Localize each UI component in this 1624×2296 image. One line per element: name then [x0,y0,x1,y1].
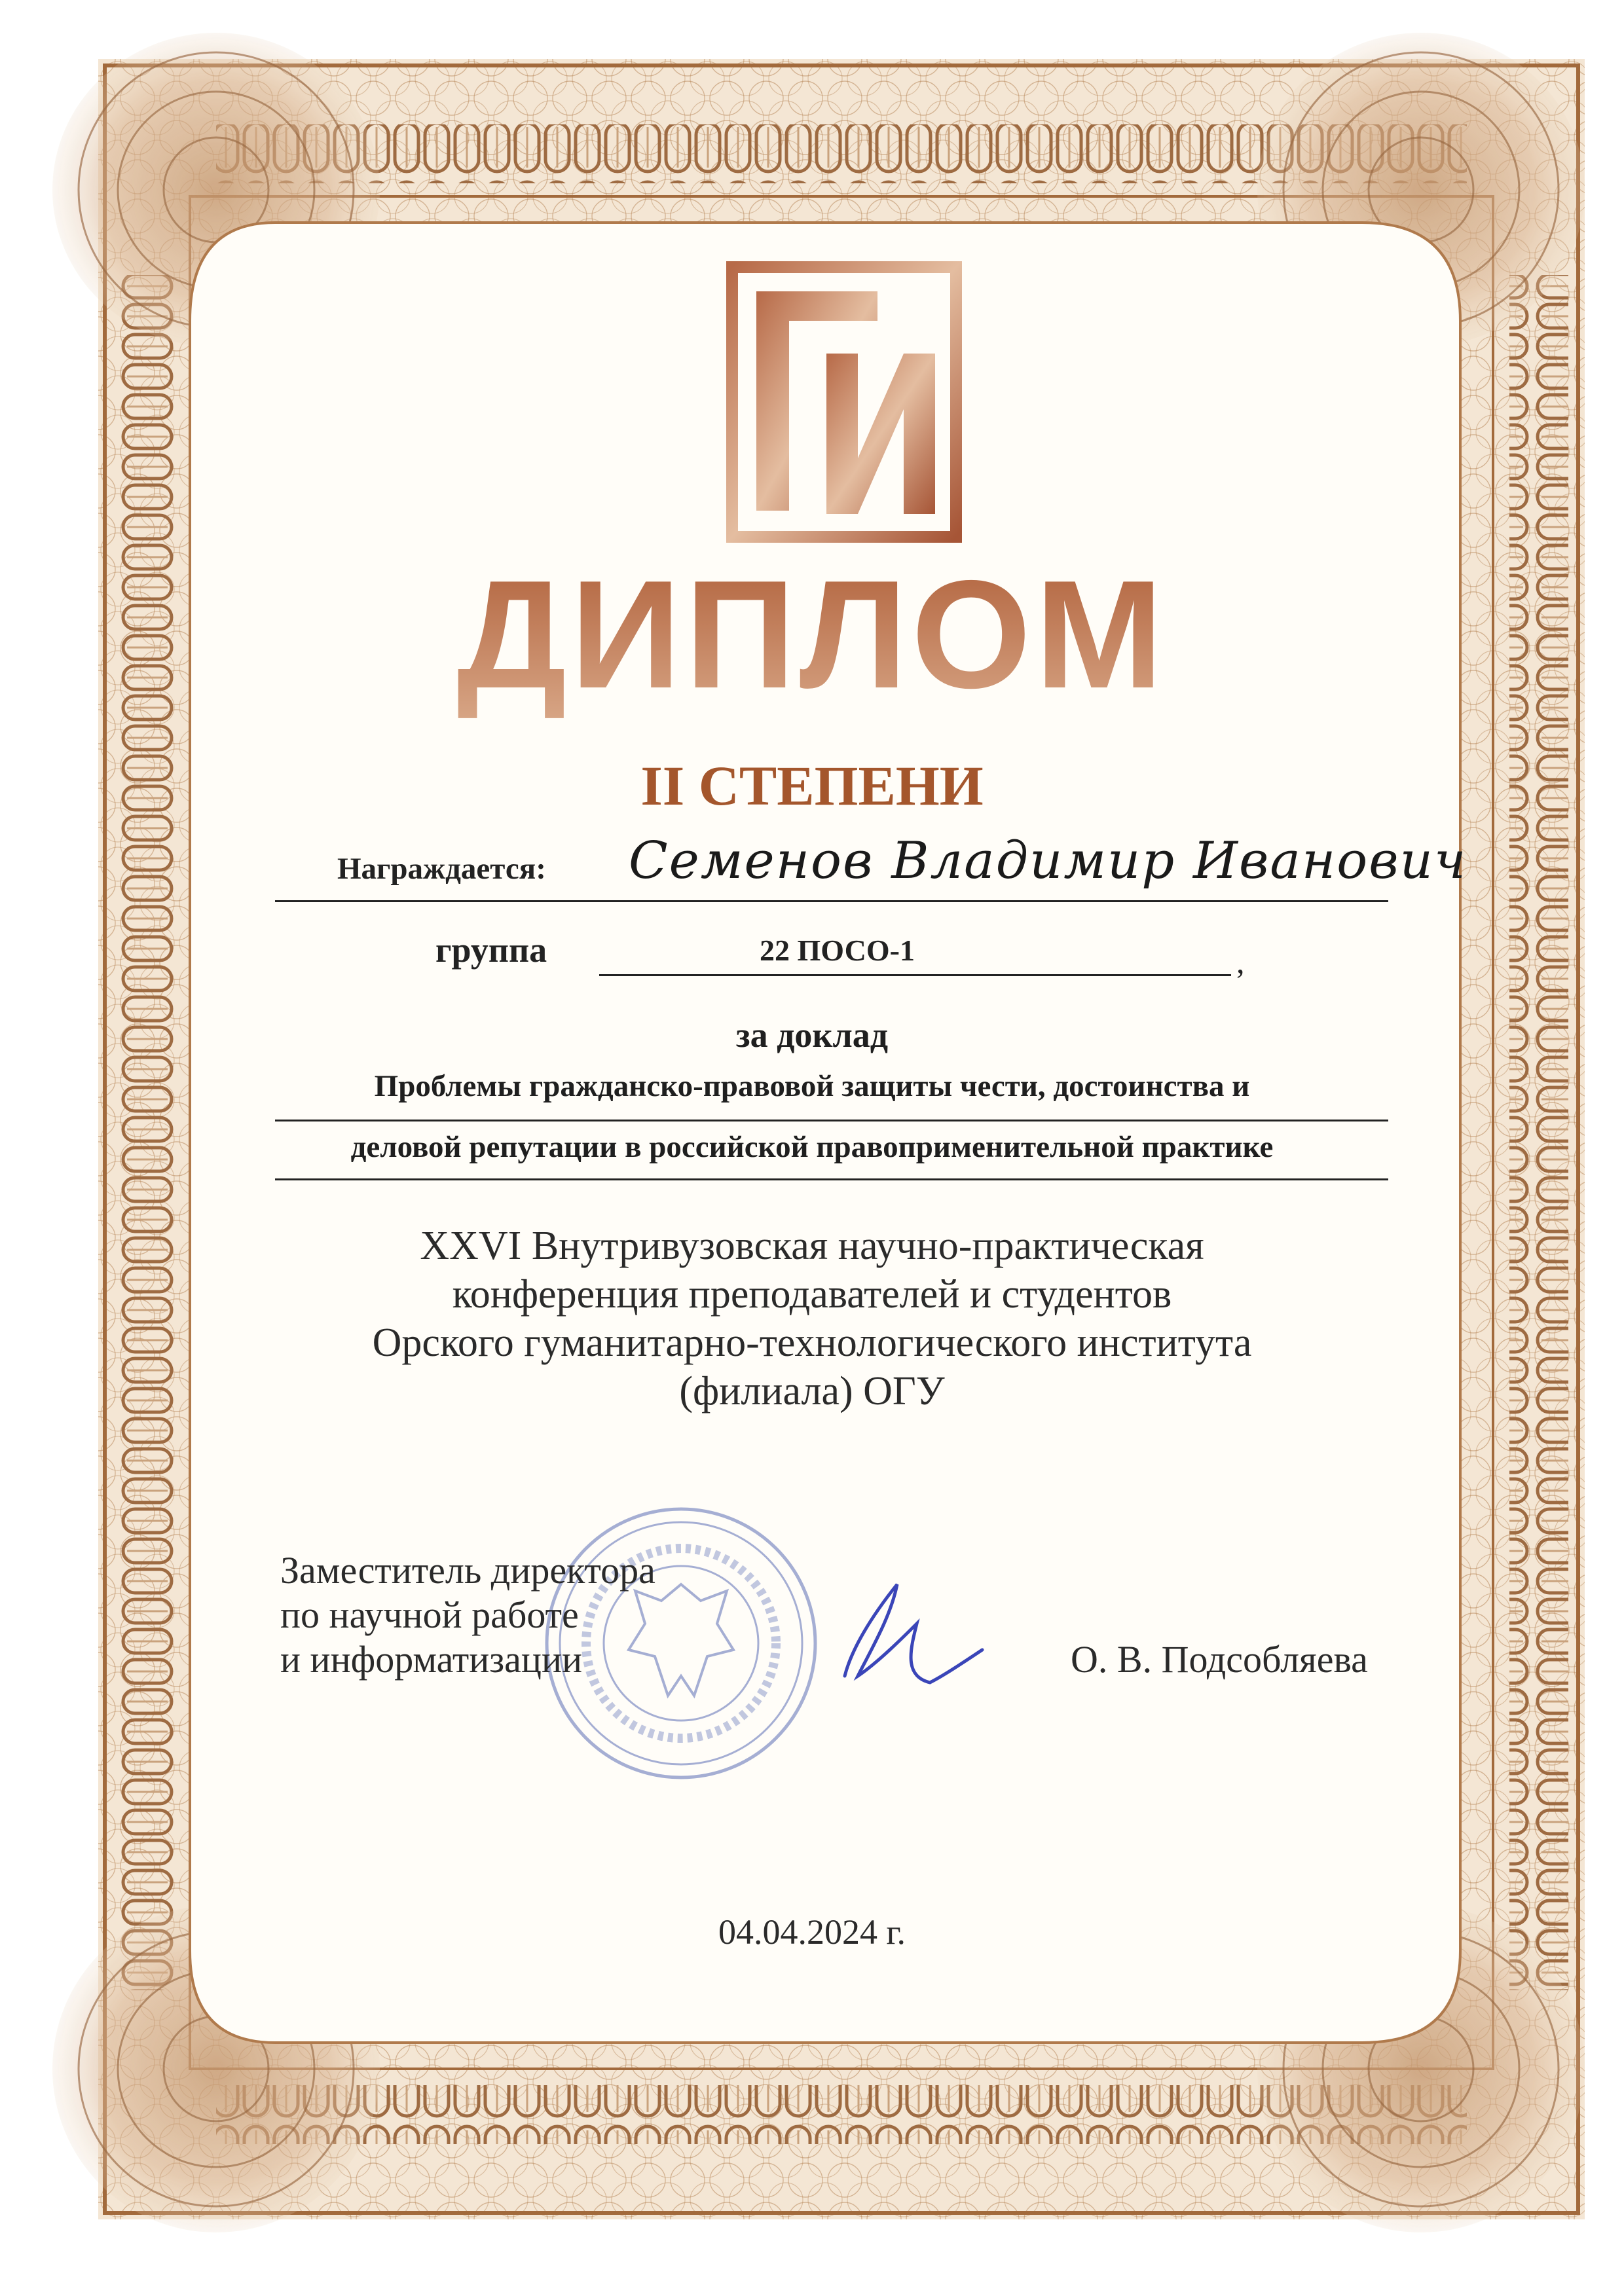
award-label: Награждается: [337,852,546,886]
conference-line1: XXVI Внутривузовская научно-практическая [420,1224,1204,1268]
report-title-line1: Проблемы гражданско-правовой защиты чести, достоинства и [374,1069,1250,1103]
recipient-underline [275,900,1388,902]
signer-name: О. В. Подсобляева [1071,1638,1368,1681]
conference-line2: конференция преподавателей и студентов [452,1272,1172,1317]
group-label: группа [435,930,547,970]
report-label: за доклад [735,1015,889,1055]
signer-title-line2: по научной работе [280,1594,579,1636]
recipient-name: Семенов Владимир Иванович [629,831,1467,890]
report-title-line2: деловой репутации в российской правоприменительной практике [350,1130,1274,1164]
diploma-title: ДИПЛОМ [456,548,1168,720]
signer-title-line3: и информатизации [280,1638,583,1681]
signer-title-line1: Заместитель директора [280,1549,655,1592]
report-underline-1 [275,1120,1388,1121]
group-underline [599,974,1231,976]
issue-date: 04.04.2024 г. [718,1912,906,1952]
group-comma: , [1236,943,1245,980]
conference-line3: Орского гуманитарно-технологического института [372,1321,1252,1365]
diploma-degree: II СТЕПЕНИ [640,754,984,817]
conference-line4: (филиала) ОГУ [679,1369,945,1413]
group-value: 22 ПОСО-1 [760,934,915,967]
report-underline-2 [275,1178,1388,1180]
